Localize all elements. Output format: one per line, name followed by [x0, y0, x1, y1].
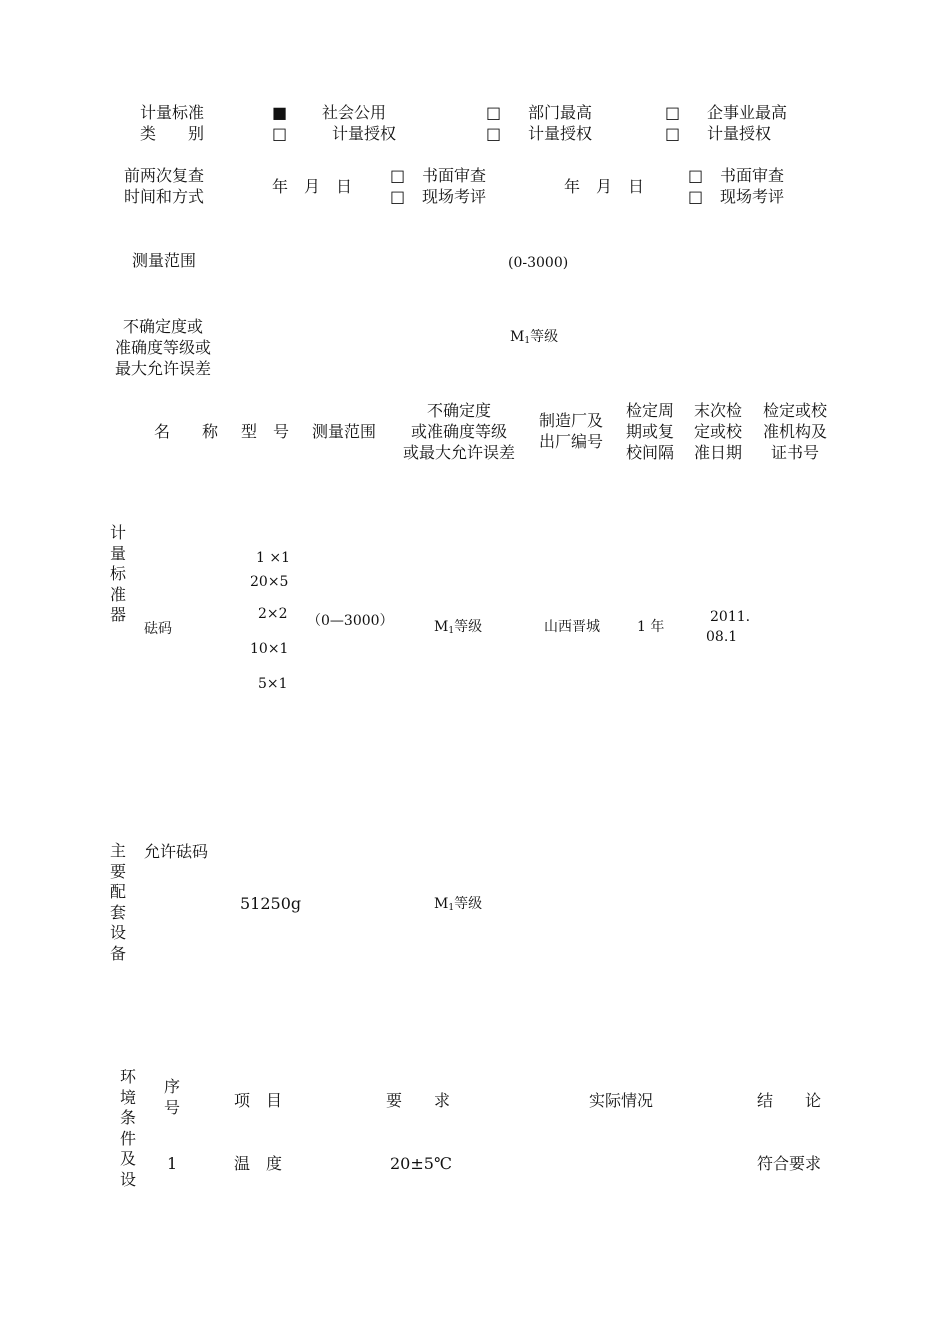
- checkbox-written-review-2[interactable]: □: [688, 166, 704, 185]
- checkbox-onsite-review-1[interactable]: □: [390, 187, 406, 206]
- col-header-uncertainty-3: 或最大允许误差: [402, 443, 515, 462]
- env-col-item: 项 目: [234, 1091, 283, 1110]
- env-row-seq: 1: [167, 1154, 178, 1173]
- option-authorization-3: 计量授权: [707, 124, 772, 143]
- range-label: 测量范围: [132, 251, 197, 270]
- review-label: 前两次复查: [124, 166, 205, 185]
- option-authorization-1: 计量授权: [332, 124, 397, 143]
- option-written-review-1: 书面审查: [422, 166, 487, 185]
- checkbox-dept-highest[interactable]: □: [486, 103, 502, 122]
- env-row-item: 温 度: [234, 1154, 283, 1173]
- env-col-conclusion: 结 论: [757, 1091, 822, 1110]
- checkbox-written-review-1[interactable]: □: [390, 166, 406, 185]
- checkbox-social-public[interactable]: ■: [272, 103, 288, 122]
- standard-device-last-date-2: 08.1: [706, 629, 738, 645]
- supporting-section-label: 主要配套设备: [109, 841, 126, 963]
- environment-section-label: 环境条件及设: [119, 1067, 136, 1189]
- option-onsite-review-2: 现场考评: [720, 187, 785, 206]
- col-header-last-date: 末次检: [694, 401, 743, 420]
- col-header-name: 名 称: [154, 422, 219, 441]
- checkbox-enterprise-highest[interactable]: □: [665, 103, 681, 122]
- uncertainty-label-2: 准确度等级或: [115, 338, 212, 357]
- standard-category-label-2: 类 别: [140, 124, 205, 143]
- env-row-conclusion: 符合要求: [757, 1154, 822, 1173]
- standard-device-model-5: 5×1: [258, 676, 288, 692]
- standard-device-model-1: 1 ×1: [256, 550, 290, 566]
- col-header-manufacturer: 制造厂及: [539, 411, 604, 430]
- col-header-model: 型 号: [241, 422, 290, 441]
- col-header-manufacturer-2: 出厂编号: [539, 432, 604, 451]
- col-header-range: 测量范围: [312, 422, 377, 441]
- standard-device-model-3: 2×2: [258, 606, 288, 622]
- standard-device-last-date: 2011.: [710, 609, 751, 625]
- standard-device-model-2: 20×5: [250, 574, 289, 590]
- review-label-2: 时间和方式: [124, 187, 205, 206]
- option-social-public: 社会公用: [322, 103, 387, 122]
- col-header-period-3: 校间隔: [626, 443, 675, 462]
- env-col-actual: 实际情况: [589, 1091, 654, 1110]
- env-col-seq: 序号: [163, 1077, 180, 1117]
- standard-device-model-4: 10×1: [250, 641, 289, 657]
- standard-category-label: 计量标准: [140, 103, 205, 122]
- option-dept-highest: 部门最高: [528, 103, 593, 122]
- checkbox-authorization-2[interactable]: □: [486, 124, 502, 143]
- option-authorization-2: 计量授权: [528, 124, 593, 143]
- uncertainty-label-3: 最大允许误差: [115, 359, 212, 378]
- option-onsite-review-1: 现场考评: [422, 187, 487, 206]
- col-header-agency-3: 证书号: [770, 443, 819, 462]
- range-value: (0-3000): [508, 255, 569, 271]
- standard-device-range: （0—3000）: [307, 613, 394, 629]
- col-header-period: 检定周: [626, 401, 675, 420]
- col-header-last-date-3: 准日期: [694, 443, 743, 462]
- standard-device-period: 1 年: [637, 619, 665, 635]
- col-header-uncertainty-2: 或准确度等级: [410, 422, 507, 441]
- col-header-agency: 检定或校: [762, 401, 827, 420]
- checkbox-onsite-review-2[interactable]: □: [688, 187, 704, 206]
- checkbox-authorization-1[interactable]: □: [272, 124, 288, 143]
- env-col-requirement: 要 求: [386, 1091, 451, 1110]
- uncertainty-value: $M_1$等级: [510, 329, 559, 346]
- standard-device-grade: $M_1$等级: [434, 619, 483, 636]
- option-enterprise-highest: 企事业最高: [707, 103, 788, 122]
- uncertainty-label: 不确定度或: [123, 317, 204, 336]
- standard-device-name: 砝码: [144, 621, 172, 637]
- standard-device-section-label: 计量标准器: [109, 523, 126, 624]
- standard-device-manufacturer: 山西晋城: [544, 619, 600, 635]
- col-header-last-date-2: 定或校: [694, 422, 743, 441]
- env-row-requirement: 20±5℃: [390, 1154, 452, 1173]
- col-header-agency-2: 准机构及: [762, 422, 827, 441]
- supporting-model: 51250g: [240, 894, 302, 913]
- supporting-name: 允许砝码: [144, 842, 209, 861]
- col-header-period-2: 期或复: [626, 422, 675, 441]
- review-date-2: 年 月 日: [564, 177, 645, 196]
- review-date-1: 年 月 日: [272, 177, 353, 196]
- supporting-grade: $M_1$等级: [434, 896, 483, 913]
- option-written-review-2: 书面审查: [720, 166, 785, 185]
- checkbox-authorization-3[interactable]: □: [665, 124, 681, 143]
- col-header-uncertainty: 不确定度: [426, 401, 491, 420]
